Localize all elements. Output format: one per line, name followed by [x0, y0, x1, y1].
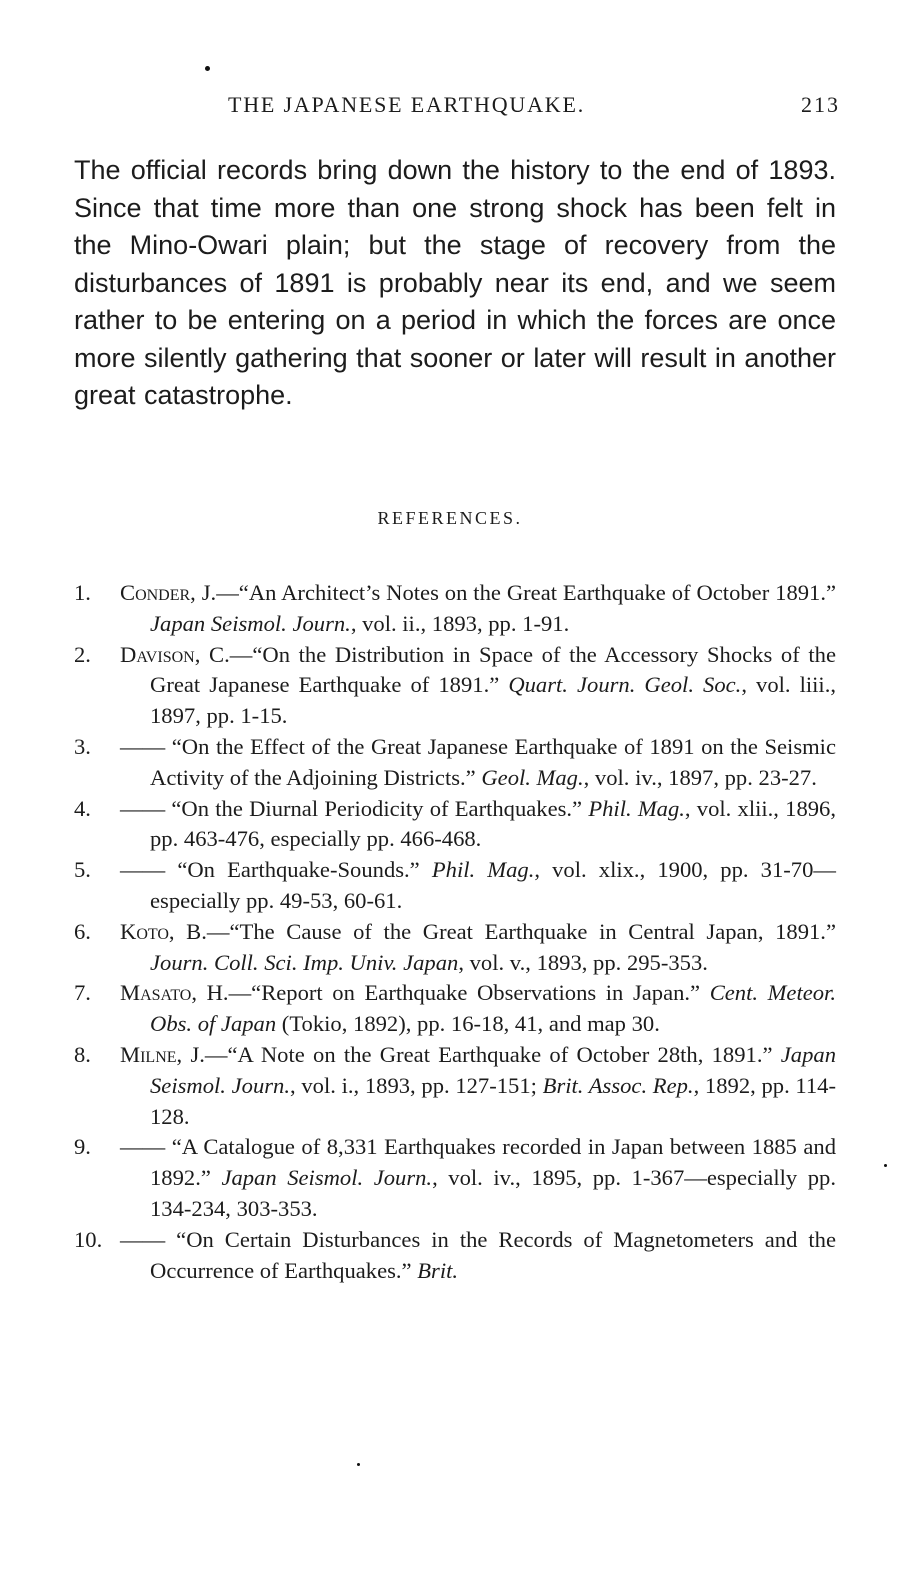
reference-item	[74, 1225, 836, 1287]
reference-details: , vol. v., 1893, pp. 295-353.	[458, 949, 708, 975]
reference-title: “A Catalogue of 8,331 Earthquakes recorded in Japan between 1885 and 1892.”	[150, 1134, 836, 1191]
reference-title: —“The Cause of the Great Earthquake in Central Japan, 1891.”	[206, 918, 836, 944]
reference-source: Japan Seismol. Journ.	[150, 610, 351, 636]
reference-source: Phil. Mag.	[431, 857, 535, 883]
reference-details: , vol. iv., 1897, pp. 23-27.	[583, 764, 817, 790]
reference-title: —“An Architect’s Notes on the Great Earthquake of October 1891.”	[216, 580, 837, 605]
reference-ditto: ——	[120, 1134, 166, 1160]
reference-author: Milne, J.	[120, 1041, 205, 1067]
reference-source: Journ. Coll. Sci. Imp. Univ. Japan	[150, 949, 459, 975]
print-speck	[357, 1463, 360, 1466]
reference-source: Quart. Journ. Geol. Soc.	[508, 672, 742, 698]
reference-author: Koto, B.	[120, 918, 207, 944]
reference-source: Cent. Meteor. Obs. of Japan	[150, 980, 836, 1037]
reference-source: Japan Seismol. Journ.	[150, 1041, 836, 1098]
reference-source: Geol. Mag.	[481, 764, 584, 790]
reference-ditto: ——	[120, 857, 166, 883]
reference-number: 6.	[74, 918, 91, 944]
page-number: 213	[801, 92, 840, 117]
reference-number: 5.	[74, 857, 91, 883]
reference-number: 3.	[74, 733, 91, 759]
reference-item	[74, 917, 836, 979]
reference-details: , vol. xlix., 1900, pp. 31-70—especially pp. 49-53, 60-61.	[150, 857, 836, 913]
reference-details: , vol. iv., 1895, pp. 1-367—especially pp. 134-234, 303-353.	[150, 1165, 836, 1221]
print-speck	[884, 1164, 887, 1167]
reference-item	[74, 978, 836, 1040]
reference-author: Masato, H.	[120, 980, 229, 1006]
reference-item	[74, 855, 836, 917]
print-speck	[205, 66, 210, 71]
reference-number: 2.	[74, 641, 91, 667]
reference-number: 1.	[74, 580, 91, 605]
reference-title: “On the Effect of the Great Japanese Earthquake of 1891 on the Seismic Activity of the Adjoining Districts.”	[150, 733, 836, 790]
reference-ditto: ——	[120, 1226, 166, 1252]
reference-item	[74, 732, 836, 794]
reference-number: 9.	[74, 1134, 91, 1160]
reference-source-secondary: Brit. Assoc. Rep.	[542, 1072, 694, 1098]
references-heading: REFERENCES.	[377, 508, 523, 528]
reference-item	[74, 640, 836, 732]
running-title: THE JAPANESE EARTHQUAKE.	[228, 92, 586, 117]
reference-item	[74, 1132, 836, 1224]
reference-item	[74, 794, 836, 856]
reference-details: , vol. xlii., 1896, pp. 463-476, especially pp. 466-468.	[150, 795, 836, 852]
reference-number: 10.	[74, 1226, 103, 1252]
reference-source: Japan Seismol. Journ.	[221, 1165, 433, 1191]
running-header	[228, 92, 840, 126]
reference-ditto: ——	[120, 795, 166, 821]
reference-ditto: ——	[120, 733, 166, 759]
reference-title: —“A Note on the Great Earthquake of October 28th, 1891.”	[204, 1041, 781, 1067]
reference-title: “On Certain Disturbances in the Records of Magnetometers and the Occurrence of Earthquakes.”	[150, 1226, 836, 1283]
reference-details-secondary: , 1892, pp. 114-128.	[150, 1072, 836, 1129]
reference-title: —“On the Distribution in Space of the Accessory Shocks of the Great Japanese Earthquake of 1891.”	[150, 641, 837, 698]
reference-details: (Tokio, 1892), pp. 16-18, 41, and map 30.	[276, 1011, 660, 1037]
reference-number: 8.	[74, 1041, 91, 1067]
reference-title: “On Earthquake-Sounds.”	[165, 857, 432, 883]
reference-author: Davison, C.	[120, 641, 230, 667]
body-paragraph: The official records bring down the history to the end of 1893. Since that time more than one strong shock has been felt in the Mino-Owari plain; but the stage of recovery from the disturbances of 1891 is probably near its end, and we seem rather to be entering on a period in which the forces are once more silently gathering that sooner or later will result in another great catastrophe.	[74, 155, 836, 410]
reference-number: 7.	[74, 980, 91, 1006]
reference-item	[74, 578, 836, 640]
reference-details: , vol. ii., 1893, pp. 1-91.	[350, 610, 570, 636]
reference-source: Phil. Mag.	[588, 795, 685, 821]
reference-title: —“Report on Earthquake Observations in Japan.”	[228, 980, 710, 1006]
references-list	[74, 578, 836, 1286]
reference-source: Brit.	[417, 1257, 459, 1283]
reference-details: , vol. i., 1893, pp. 127-151;	[290, 1072, 543, 1098]
reference-title: “On the Diurnal Periodicity of Earthquakes.”	[165, 795, 589, 821]
reference-details: , vol. liii., 1897, pp. 1-15.	[150, 672, 836, 729]
reference-author: Conder, J.	[120, 580, 217, 605]
reference-item	[74, 1040, 836, 1132]
reference-number: 4.	[74, 795, 91, 821]
